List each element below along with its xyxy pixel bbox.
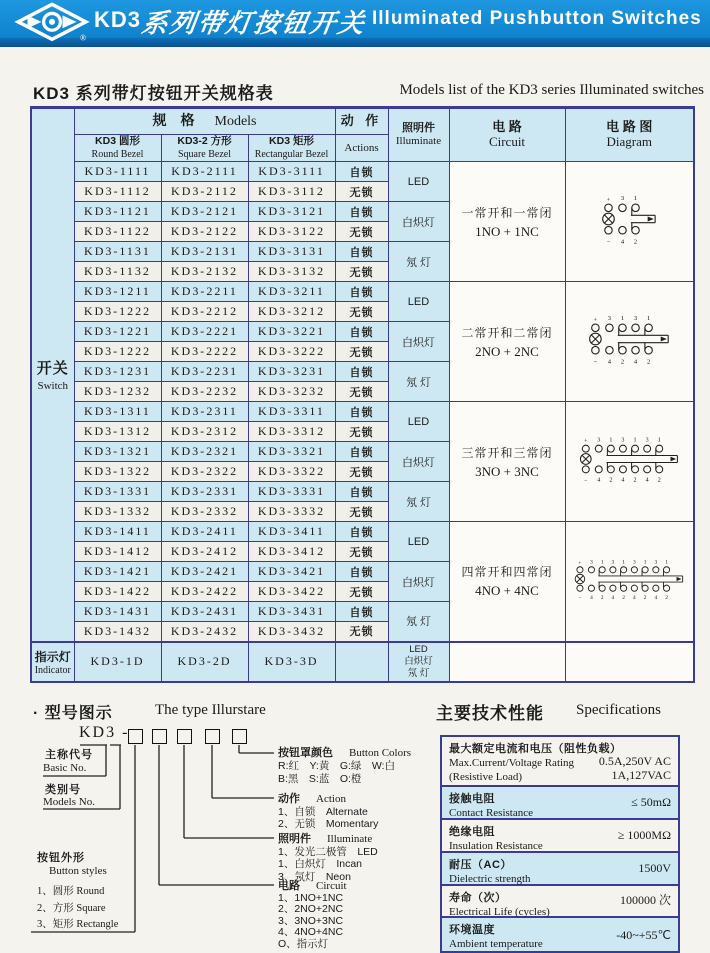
model-cell: KD3-2431: [161, 602, 248, 622]
model-cell: KD3-2412: [161, 542, 248, 562]
basic-no-label-cn: 主称代号: [45, 749, 93, 761]
model-cell: KD3-1232: [74, 382, 161, 402]
illuminate-cell: 白炽灯: [388, 322, 449, 362]
circuit-cell: 二常开和二常闭 2NO + 2NC: [449, 282, 565, 402]
action-cell: 无锁: [335, 382, 388, 402]
model-cell: KD3-1222: [74, 342, 161, 362]
action-cell: 无锁: [335, 502, 388, 522]
model-cell: KD3-2232: [161, 382, 248, 402]
header-circuit: 电 路 Circuit: [449, 108, 565, 162]
model-cell: KD3-2411: [161, 522, 248, 542]
svg-text:4: 4: [634, 358, 638, 366]
model-cell: KD3-1D: [74, 642, 161, 682]
model-cell: KD3-1231: [74, 362, 161, 382]
svg-text:−: −: [578, 595, 582, 602]
spec-label-en: Dielectric strength: [449, 873, 531, 885]
model-cell: KD3-1111: [74, 162, 161, 182]
illuminate-cell: 白炽灯: [388, 442, 449, 482]
model-cell: KD3-3331: [248, 482, 335, 502]
svg-text:+: +: [593, 316, 598, 324]
diagram-cell: [565, 162, 694, 282]
table-row: [31, 402, 694, 422]
action-cell: 无锁: [335, 622, 388, 642]
model-cell: KD3-1132: [74, 262, 161, 282]
specs-table: [440, 735, 680, 953]
specs-title-en: Specifications: [576, 702, 661, 718]
model-cell: KD3-3132: [248, 262, 335, 282]
spec-row: [442, 820, 678, 853]
illuminate-cell: LED: [388, 402, 449, 442]
type-code-item: O、指示灯: [278, 937, 329, 950]
type-code-item: 4、4NO+4NC: [278, 926, 344, 938]
svg-text:−: −: [606, 239, 611, 247]
circuit-cell: 三常开和三常闭 3NO + 3NC: [449, 402, 565, 522]
spec-value: 1500V: [638, 861, 671, 875]
model-cell: KD3-3312: [248, 422, 335, 442]
illuminate-cell: 氖 灯: [388, 362, 449, 402]
action-cell: 自锁: [335, 442, 388, 462]
model-cell: KD3-3332: [248, 502, 335, 522]
model-cell: KD3-1211: [74, 282, 161, 302]
model-cell: KD3-3432: [248, 622, 335, 642]
model-cell: KD3-3122: [248, 222, 335, 242]
model-cell: KD3-1431: [74, 602, 161, 622]
spec-label-en: Contact Resistance: [449, 807, 534, 819]
action-cell: 自锁: [335, 322, 388, 342]
illuminate-cell: 氖 灯: [388, 242, 449, 282]
svg-text:2: 2: [634, 238, 638, 246]
model-cell: KD3-3221: [248, 322, 335, 342]
type-code-group: [278, 792, 430, 831]
model-cell: KD3-2111: [161, 162, 248, 182]
spec-row: [442, 918, 678, 951]
model-cell: KD3-3232: [248, 382, 335, 402]
action-cell: 无锁: [335, 302, 388, 322]
svg-text:1: 1: [621, 314, 625, 322]
model-cell: KD3-2221: [161, 322, 248, 342]
model-cell: KD3-3321: [248, 442, 335, 462]
svg-text:4: 4: [654, 594, 658, 601]
svg-text:3: 3: [633, 559, 636, 566]
svg-text:3: 3: [654, 559, 658, 566]
svg-text:+: +: [578, 560, 582, 567]
svg-text:2: 2: [633, 477, 637, 484]
type-section-title-en: The type Illurstare: [155, 702, 266, 718]
type-code-group-label: 电路 Circuit: [278, 880, 347, 892]
spec-row: [442, 787, 678, 820]
model-cell: KD3-3231: [248, 362, 335, 382]
spec-row: [442, 737, 678, 787]
type-code-item: 1、1NO+1NC: [278, 891, 344, 904]
svg-text:3: 3: [621, 194, 625, 202]
diagram-cell: [565, 282, 694, 402]
svg-text:4: 4: [590, 594, 594, 601]
svg-text:3: 3: [608, 314, 612, 322]
svg-text:3: 3: [611, 559, 615, 566]
type-code-item: 1、自锁 Alternate: [278, 805, 368, 818]
action-cell: 无锁: [335, 342, 388, 362]
model-cell: KD3-3111: [248, 162, 335, 182]
model-cell: KD3-2422: [161, 582, 248, 602]
model-cell: KD3-1311: [74, 402, 161, 422]
header-diagram: 电 路 图 Diagram: [565, 108, 694, 162]
model-cell: KD3-2222: [161, 342, 248, 362]
stub-switch: [31, 108, 74, 642]
spec-label-cn: 寿命（次）: [449, 892, 507, 904]
circuit-cell: 一常开和一常闭 1NO + 1NC: [449, 162, 565, 282]
model-cell: KD3-2112: [161, 182, 248, 202]
models-list-title-cn: KD3 系列带灯按钮开关规格表: [33, 84, 274, 103]
action-cell: 自锁: [335, 282, 388, 302]
model-cell: KD3-1312: [74, 422, 161, 442]
diagram-cell: [565, 402, 694, 522]
model-cell: KD3-2322: [161, 462, 248, 482]
svg-text:2: 2: [657, 477, 662, 484]
model-cell: KD3-1412: [74, 542, 161, 562]
illuminate-cell: 白炽灯: [388, 202, 449, 242]
svg-text:2: 2: [609, 477, 613, 484]
type-code-item: B:黑 S:蓝 O:橙: [278, 773, 362, 785]
illuminate-cell: LED: [388, 282, 449, 322]
spec-row: [442, 886, 678, 918]
model-cell: KD3-2332: [161, 502, 248, 522]
svg-text:3: 3: [590, 559, 594, 566]
type-code-group-label: 按钮罩颜色 Button Colors: [278, 747, 412, 759]
spec-row: [442, 853, 678, 886]
spec-value: ≤ 50mΩ: [631, 795, 671, 809]
model-cell: KD3-3212: [248, 302, 335, 322]
svg-text:1: 1: [634, 194, 638, 202]
model-cell: KD3-2311: [161, 402, 248, 422]
type-code-group: [278, 745, 430, 786]
header-bezel-round: KD3 圆形 Round Bezel: [74, 135, 161, 162]
button-style-rectangle: 3、矩形 Rectangle: [37, 919, 119, 930]
svg-text:4: 4: [621, 238, 625, 246]
action-cell: 自锁: [335, 402, 388, 422]
banner-kd3-label: KD3: [94, 7, 142, 32]
models-list-title-en: Models list of the KD3 series Illuminated switches: [399, 82, 704, 98]
model-cell: KD3-1131: [74, 242, 161, 262]
spec-value: 100000 次: [619, 893, 671, 907]
svg-text:−: −: [593, 359, 598, 367]
illuminate-cell: LED: [388, 522, 449, 562]
spec-label-cn: 耐压（AC）: [449, 859, 512, 871]
model-cell: KD3-3322: [248, 462, 335, 482]
action-cell: 自锁: [335, 482, 388, 502]
model-cell: KD3-2211: [161, 282, 248, 302]
type-illustration-section: [25, 697, 430, 953]
header-bezel-square: KD3-2 方形 Square Bezel: [161, 135, 248, 162]
svg-text:2: 2: [621, 358, 625, 366]
model-cell: KD3-1122: [74, 222, 161, 242]
header-action-en: Actions: [335, 135, 388, 162]
type-code-item: 1、白炽灯 Incan: [278, 858, 363, 871]
spec-label-en2: (Resistive Load): [449, 771, 523, 783]
type-code-group: [278, 879, 430, 950]
illuminate-cell: LED 白炽灯 氖 灯: [388, 642, 449, 682]
specifications-section: [432, 697, 704, 951]
svg-text:4: 4: [597, 477, 601, 484]
action-cell: 自锁: [335, 202, 388, 222]
diagram-cell: [565, 642, 694, 682]
svg-text:−: −: [584, 478, 588, 485]
action-cell: 无锁: [335, 422, 388, 442]
action-cell: 无锁: [335, 182, 388, 202]
model-cell: KD3-3431: [248, 602, 335, 622]
svg-text:4: 4: [633, 594, 636, 601]
model-cell: KD3-2131: [161, 242, 248, 262]
type-code-item: 2、无锁 Momentary: [278, 818, 379, 831]
model-cell: KD3-3421: [248, 562, 335, 582]
action-cell: [335, 642, 388, 682]
table-row: [31, 162, 694, 182]
type-section-title-cn: · 型号图示: [33, 705, 113, 722]
header-bezel-rect: KD3 矩形 Rectangular Bezel: [248, 135, 335, 162]
spec-value: 1A,127VAC: [611, 768, 671, 782]
model-cell: KD3-3112: [248, 182, 335, 202]
svg-text:3: 3: [645, 437, 649, 444]
model-cell: KD3-1112: [74, 182, 161, 202]
spec-label-en: Ambient temperature: [449, 938, 543, 950]
model-cell: KD3-3121: [248, 202, 335, 222]
header-models: 规格 Models: [74, 108, 335, 135]
model-cell: KD3-2132: [161, 262, 248, 282]
switch-label-en: Switch: [37, 380, 69, 393]
action-cell: 自锁: [335, 242, 388, 262]
models-no-label-en: Models No.: [43, 796, 95, 808]
table-row: [31, 522, 694, 542]
model-cell: KD3-1331: [74, 482, 161, 502]
svg-text:+: +: [584, 438, 588, 445]
model-cell: KD3-3411: [248, 522, 335, 542]
circuit-diagram: [600, 191, 658, 247]
model-cell: KD3-3211: [248, 282, 335, 302]
model-cell: KD3-1222: [74, 302, 161, 322]
model-cell: KD3-2432: [161, 622, 248, 642]
svg-text:4: 4: [621, 477, 625, 484]
basic-no-label-en: Basic No.: [43, 762, 87, 774]
illuminate-cell: LED: [388, 162, 449, 202]
spec-label-cn: 最大额定电流和电压（阻性负载）: [449, 743, 622, 755]
specs-title-cn: 主要技术性能: [436, 704, 544, 723]
type-code-item: 1、发光二极管 LED: [278, 845, 378, 858]
svg-text:2: 2: [644, 594, 647, 601]
model-cell: KD3-2122: [161, 222, 248, 242]
indicator-row: [31, 642, 694, 682]
type-code-box-5: [232, 729, 247, 744]
model-cell: KD3-3222: [248, 342, 335, 362]
button-styles-label-en: Button styles: [49, 865, 107, 877]
type-code-prefix: KD3 -: [79, 724, 130, 741]
model-cell: KD3-2331: [161, 482, 248, 502]
svg-text:1: 1: [644, 559, 647, 566]
switch-label-cn: 开关: [36, 360, 69, 378]
svg-text:1: 1: [633, 437, 637, 444]
svg-text:2: 2: [665, 594, 669, 601]
action-cell: 无锁: [335, 462, 388, 482]
model-cell: KD3-3422: [248, 582, 335, 602]
svg-text:3: 3: [597, 437, 601, 444]
model-cell: KD3-3311: [248, 402, 335, 422]
model-cell: KD3-1432: [74, 622, 161, 642]
type-code-item: R:红 Y:黄 G:绿 W:白: [278, 760, 396, 772]
type-code-box-4: [205, 729, 220, 744]
type-code-box-3: [177, 729, 192, 744]
spec-label-cn: 绝缘电阻: [449, 826, 495, 838]
model-cell: KD3-1411: [74, 522, 161, 542]
action-cell: 自锁: [335, 602, 388, 622]
type-code-box-1: [128, 729, 143, 744]
spec-value: 0.5A,250V AC: [598, 754, 671, 768]
svg-text:1: 1: [665, 559, 669, 566]
spec-label-cn: 接触电阻: [449, 793, 495, 805]
svg-text:1: 1: [609, 437, 613, 444]
svg-text:®: ®: [79, 33, 87, 43]
spec-value: ≥ 1000MΩ: [617, 828, 671, 842]
illuminate-cell: 氖 灯: [388, 602, 449, 642]
svg-text:2: 2: [601, 594, 604, 601]
svg-text:3: 3: [634, 314, 638, 322]
type-code-group-label: 动作 Action: [278, 793, 346, 805]
illuminate-cell: 白炽灯: [388, 562, 449, 602]
models-table: [30, 106, 695, 683]
brand-logo-icon: [14, 2, 90, 49]
action-cell: 自锁: [335, 162, 388, 182]
model-cell: KD3-2D: [161, 642, 248, 682]
action-cell: 自锁: [335, 562, 388, 582]
model-cell: KD3-2231: [161, 362, 248, 382]
circuit-diagram: [587, 311, 671, 367]
circuit-cell: 四常开和四常闭 4NO + 4NC: [449, 522, 565, 642]
svg-text:2: 2: [622, 594, 626, 601]
type-code-group-label: 照明件 Illuminate: [278, 833, 373, 845]
svg-text:2: 2: [647, 358, 651, 366]
action-cell: 无锁: [335, 582, 388, 602]
spec-label-en: Max.Current/Voltage Rating: [449, 757, 575, 769]
model-cell: KD3-3D: [248, 642, 335, 682]
type-code-box-2: [152, 729, 167, 744]
svg-text:4: 4: [645, 477, 649, 484]
button-style-round: 1、圆形 Round: [37, 886, 105, 897]
model-cell: KD3-2321: [161, 442, 248, 462]
banner-title-cn: 系列带灯按钮开关: [139, 8, 368, 38]
model-cell: KD3-1221: [74, 322, 161, 342]
svg-text:3: 3: [621, 437, 625, 444]
svg-text:1: 1: [601, 559, 604, 566]
model-cell: KD3-2421: [161, 562, 248, 582]
button-styles-label-cn: 按钮外形: [37, 852, 85, 864]
model-cell: KD3-1121: [74, 202, 161, 222]
svg-text:1: 1: [622, 559, 626, 566]
model-cell: KD3-3131: [248, 242, 335, 262]
model-cell: KD3-1421: [74, 562, 161, 582]
model-cell: KD3-2121: [161, 202, 248, 222]
header-illuminate: 照明件 Illuminate: [388, 108, 449, 162]
svg-text:4: 4: [611, 594, 615, 601]
model-cell: KD3-3412: [248, 542, 335, 562]
circuit-diagram: [573, 556, 685, 602]
svg-text:1: 1: [647, 314, 651, 322]
action-cell: 无锁: [335, 542, 388, 562]
action-cell: 自锁: [335, 362, 388, 382]
stub-indicator: 指示灯 Indicator: [31, 642, 74, 682]
model-cell: KD3-1322: [74, 462, 161, 482]
table-row: [31, 282, 694, 302]
action-cell: 自锁: [335, 522, 388, 542]
svg-text:+: +: [606, 196, 611, 204]
spec-label-cn: 环境温度: [449, 924, 495, 936]
spec-label-en: Insulation Resistance: [449, 840, 543, 852]
model-cell: KD3-1422: [74, 582, 161, 602]
header-action-cn: 动 作: [335, 108, 388, 135]
action-cell: 无锁: [335, 222, 388, 242]
model-cell: KD3-1321: [74, 442, 161, 462]
type-code-item: 3、氖灯 Neon: [278, 871, 351, 884]
spec-value: -40~+55℃: [616, 928, 671, 942]
type-code-item: 3、3NO+3NC: [278, 914, 344, 927]
button-style-square: 2、方形 Square: [37, 903, 106, 914]
circuit-diagram: [578, 433, 680, 485]
model-cell: KD3-1332: [74, 502, 161, 522]
model-cell: KD3-2312: [161, 422, 248, 442]
svg-text:4: 4: [608, 358, 612, 366]
spec-label-en: Electrical Life (cycles): [449, 906, 550, 918]
model-cell: KD3-2212: [161, 302, 248, 322]
diagram-cell: [565, 522, 694, 642]
illuminate-cell: 氖 灯: [388, 482, 449, 522]
svg-text:1: 1: [657, 437, 662, 444]
type-code-item: 2、2NO+2NC: [278, 903, 344, 915]
banner-title-en: Illuminated Pushbutton Switches: [372, 8, 702, 29]
action-cell: 无锁: [335, 262, 388, 282]
models-no-label-cn: 类别号: [45, 784, 81, 796]
circuit-cell: [449, 642, 565, 682]
